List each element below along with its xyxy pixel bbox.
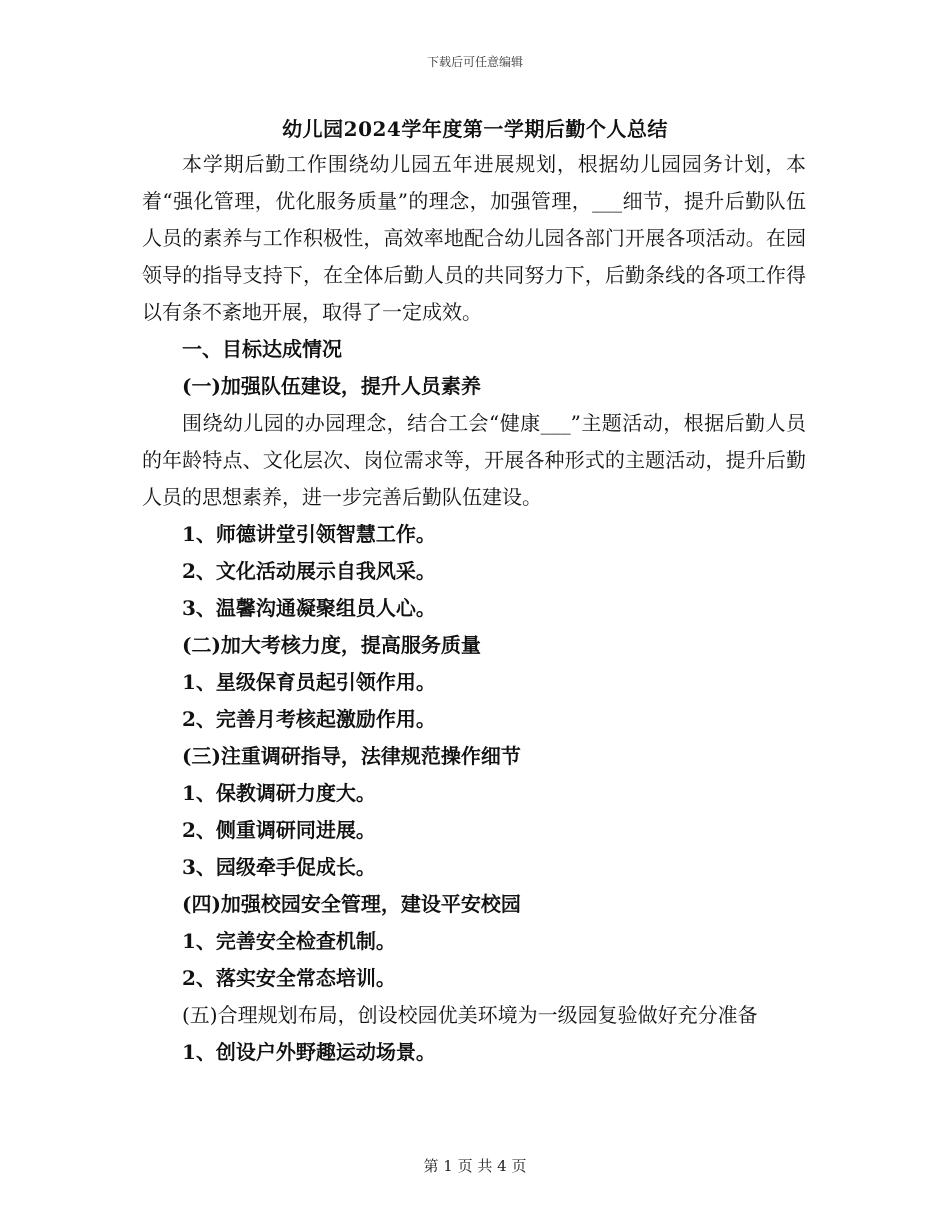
list-item: 2、完善月考核起激励作用。 bbox=[182, 707, 436, 731]
list-item: 2、落实安全常态培训。 bbox=[182, 966, 396, 990]
subsection-heading-1: (一)加强队伍建设，提升人员素养 bbox=[182, 374, 481, 398]
list-item: 3、温馨沟通凝聚组员人心。 bbox=[182, 596, 436, 620]
subsection-heading-3: (三)注重调研指导，法律规范操作细节 bbox=[182, 744, 521, 768]
subsection-heading-2: (二)加大考核力度，提高服务质量 bbox=[182, 633, 481, 657]
document-body bbox=[142, 146, 806, 1071]
list-item: 1、师德讲堂引领智慧工作。 bbox=[182, 522, 436, 546]
list-item: 3、园级牵手促成长。 bbox=[182, 855, 376, 879]
body-paragraph-1: 围绕幼儿园的办园理念，结合工会“健康___”主题活动，根据后勤人员的年龄特点、文化层次、岗位需求等，开展各种形式的主题活动，提升后勤人员的思想素养，进一步完善后勤队伍建设。 bbox=[142, 411, 806, 509]
list-item: 1、保教调研力度大。 bbox=[182, 781, 376, 805]
subsection-heading-5: (五)合理规划布局，创设校园优美环境为一级园复验做好充分准备 bbox=[182, 1003, 758, 1027]
subsection-heading-4: (四)加强校园安全管理，建设平安校园 bbox=[182, 892, 521, 916]
list-item: 1、星级保育员起引领作用。 bbox=[182, 670, 436, 694]
section-heading-1: 一、目标达成情况 bbox=[182, 337, 342, 361]
list-item: 2、文化活动展示自我风采。 bbox=[182, 559, 436, 583]
header-note: 下载后可任意编辑 bbox=[426, 55, 523, 69]
intro-paragraph: 本学期后勤工作围绕幼儿园五年进展规划，根据幼儿园园务计划，本着“强化管理，优化服务质量”的理念，加强管理，___细节，提升后勤队伍人员的素养与工作积极性，高效率地配合幼儿园各部门开展各项活动。在园领导的指导支持下，在全体后勤人员的共同努力下，后勤条线的各项工作得以有条不紊地开展，取得了一定成效。 bbox=[142, 152, 806, 324]
page-number: 第 1 页 共 4 页 bbox=[423, 1157, 527, 1175]
list-item: 1、创设户外野趣运动场景。 bbox=[182, 1040, 436, 1064]
list-item: 1、完善安全检查机制。 bbox=[182, 929, 396, 953]
list-item: 2、侧重调研同进展。 bbox=[182, 818, 376, 842]
document-title: 幼儿园2024学年度第一学期后勤个人总结 bbox=[282, 117, 668, 141]
